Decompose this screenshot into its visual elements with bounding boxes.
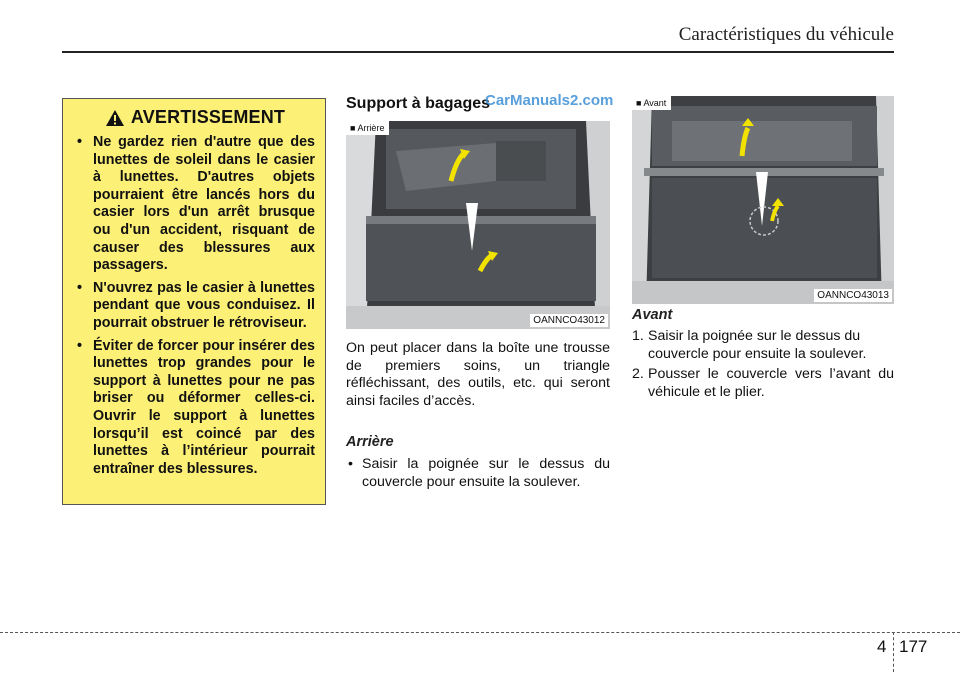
rear-bullet [346,456,610,491]
photo-rear [346,121,610,329]
front-step-text: Pousser le couvercle vers l’avant du véhicule et le plier. [648,366,894,400]
page-separator [893,632,894,672]
warning-box [62,98,326,505]
front-step [632,328,894,363]
section-title: Support à bagages [346,95,491,112]
page-number: 177 [899,637,928,656]
footer-rule [0,632,960,633]
step-number: 2. [632,366,644,382]
cargo-area-front-image [632,96,894,304]
warning-item: • N'ouvrez pas le casier à lunettes pendant que vous conduisez. Il pourrait obstruer le rétroviseur. [75,280,315,333]
bullet-marker: • [348,456,353,472]
warning-item: • Éviter de forcer pour insérer des lunettes trop grandes pour le support à lunettes pour ne pas briser ou déformer celles-ci. Ouvrir le support à lunettes lorsqu’il est coincé par des lunettes à l’intérieur pourrait entraîner des blessures. [75,338,315,479]
warning-triangle-icon [105,109,125,127]
front-subtitle: Avant [632,307,673,323]
photo-rear-code: OANNCO43012 [530,314,608,327]
warning-header [75,107,315,128]
warning-list [75,134,315,478]
step-number: 1. [632,328,644,344]
rear-bullet-text: Saisir la poignée sur le dessus du couvercle pour ensuite la soulever. [362,456,610,490]
photo-rear-label: ■ Arrière [346,121,389,135]
cargo-area-rear-image [346,121,610,329]
rear-subtitle: Arrière [346,434,394,450]
page-header-title: Caractéristiques du véhicule [678,24,894,45]
photo-front-label: ■ Avant [632,96,671,110]
header-rule [62,51,894,53]
front-step-text: Saisir la poignée sur le dessus du couvercle pour ensuite la soulever. [648,328,867,362]
warning-item: • Ne gardez rien d'autre que des lunettes de soleil dans le casier à lunettes. D'autres objets pourraient être lancés hors du casier lors d'un arrêt brusque ou d'un accident, risquant de causer des blessures aux passagers. [75,134,315,275]
watermark: CarManuals2.com [485,92,614,109]
photo-front [632,96,894,304]
intro-paragraph: On peut placer dans la boîte une trousse de premiers soins, un triangle réfléchissant, des outils, etc. qui seront ainsi faciles d’accès. [346,340,610,409]
photo-front-code: OANNCO43013 [814,289,892,302]
front-step [632,366,894,401]
warning-title: AVERTISSEMENT [130,107,286,127]
chapter-number: 4 [877,637,887,656]
